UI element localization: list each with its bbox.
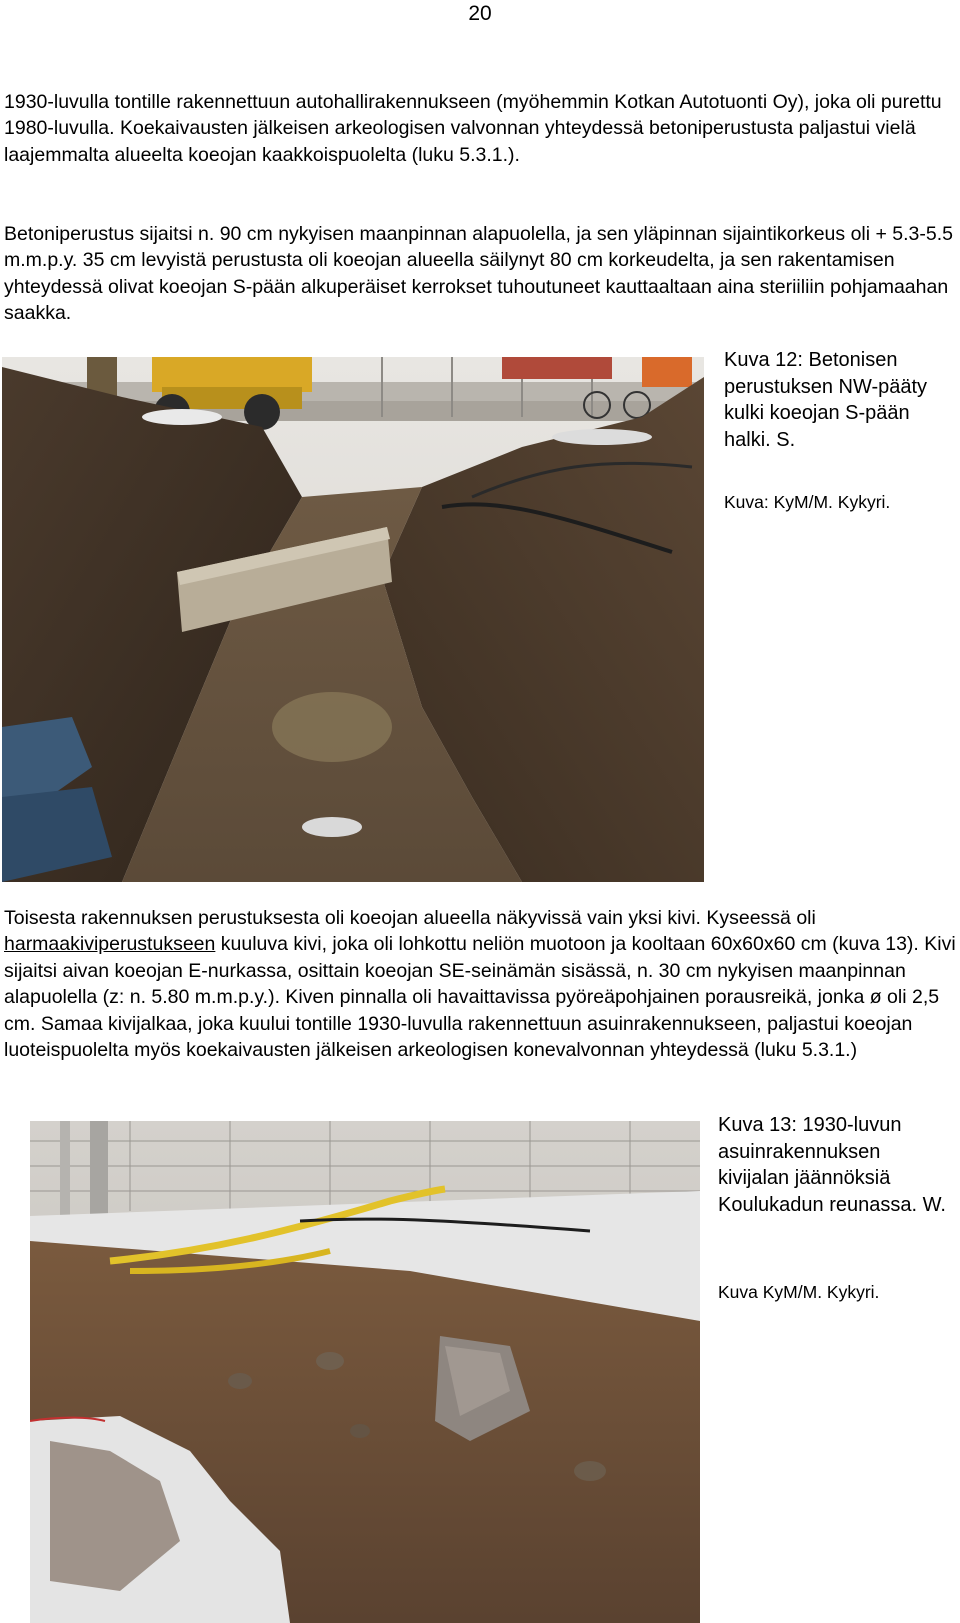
figure-12-credit: Kuva: KyM/M. Kykyri. — [724, 492, 891, 512]
page-number: 20 — [468, 2, 492, 25]
paragraph-stone-foundation-underlined: harmaakiviperustukseen — [4, 933, 216, 956]
paragraph-stone-foundation-end: kuuluva kivi, joka oli lohkottu neliön muotoon ja kooltaan 60x60x60 cm (kuva 13). Kivi sijaitsi aivan koeojan E-nurkassa, osittain koeojan SE-seinämän sisässä, n. 30 cm nykyisen maanpinnan alapuolella (z: n. 5.80 m.m.p.y.). Kiven pinnalla oli havaittavissa pyöreäpohjainen porausreikä, jonka ø oli 2,5 cm. Samaa kivijalkaa, joka kuului tontille 1930-luvulla rakennettuun asuinrakennukseen, paljastui koeojan luoteispuolelta myös koekaivausten jälkeisen arkeologisen konevalvonnan yhteydessä (luku 5.3.1.) — [4, 933, 956, 1062]
photo-excavation-trench — [2, 357, 704, 882]
paragraph-stone-foundation-start: Toisesta rakennuksen perustuksesta oli koeojan alueella näkyvissä vain yksi kivi. Kyseessä oli — [4, 907, 816, 929]
figure-13-caption: Kuva 13: 1930-luvun asuinrakennuksen kivijalan jäännöksiä Koulukadun reunassa. W. — [718, 1114, 946, 1216]
figure-12-caption: Kuva 12: Betonisen perustuksen NW-pääty kulki koeojan S-pään halki. S. — [724, 349, 928, 451]
figure-13-credit: Kuva KyM/M. Kykyri. — [718, 1282, 880, 1302]
paragraph-stone-foundation — [4, 905, 956, 1063]
photo-stone-foundation — [30, 1121, 700, 1623]
paragraph-intro: 1930-luvulla tontille rakennettuun autohallirakennukseen (myöhemmin Kotkan Autotuonti Oy), joka oli purettu 1980-luvulla. Koekaivausten jälkeisen arkeologisen valvonnan yhteydessä betoniperustusta paljastui vielä laajemmalta alueelta koeojan kaakkoispuolelta (luku 5.3.1.). — [4, 91, 942, 166]
paragraph-concrete-foundation: Betoniperustus sijaitsi n. 90 cm nykyisen maanpinnan alapuolella, ja sen yläpinnan sijaintikorkeus oli + 5.3-5.5 m.m.p.y. 35 cm levyistä perustusta oli koeojan alueella säilynyt 80 cm korkeudelta, ja sen rakentamisen yhteydessä olivat koeojan S-pään alkuperäiset kerrokset tuhoutuneet kauttaaltaan aina steriiliin pohjamaahan saakka. — [4, 223, 954, 325]
